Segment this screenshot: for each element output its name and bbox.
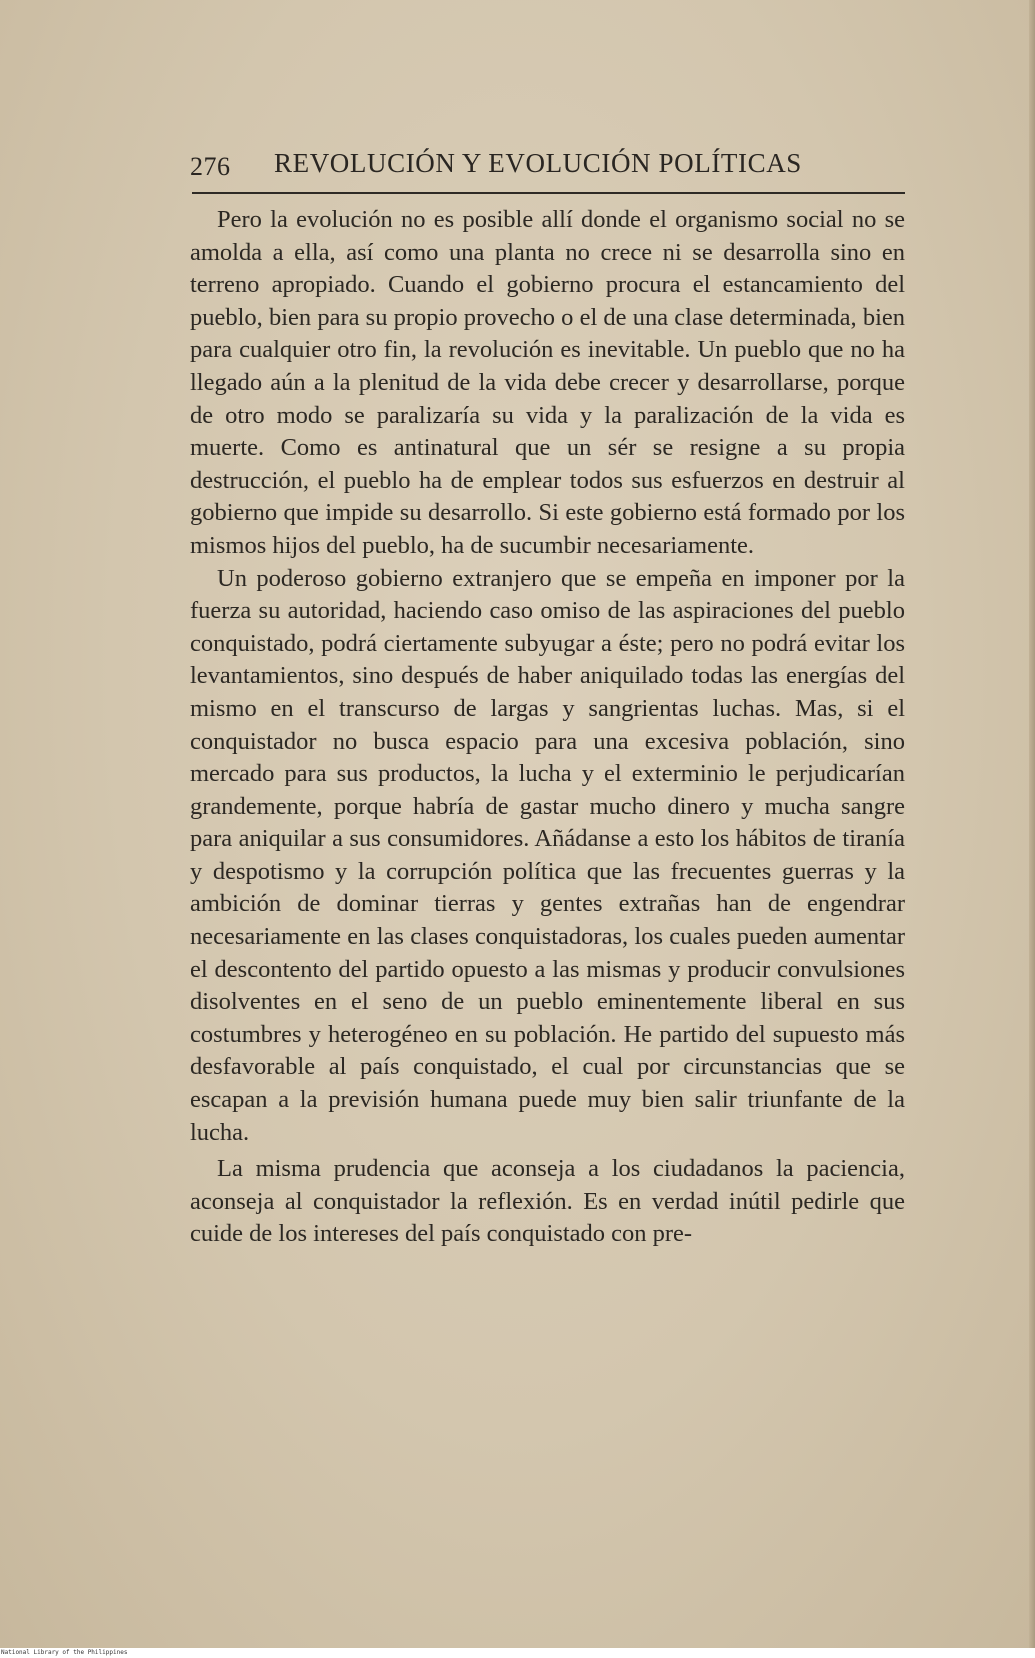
page-edge <box>1029 0 1035 1648</box>
page-number: 276 <box>190 152 231 181</box>
footer-credit: National Library of the Philippines <box>1 1649 128 1656</box>
paragraph: Pero la evolución no es posible allí donde el organismo social no se amolda a ella, así como una planta no crece ni se desarrolla sino en terreno apropiado. Cuando el gobierno procura el estancamiento del pueblo, bien para su propio provecho o el de una clase determinada, bien para cualquier otro fin, la revolución es inevitable. Un pueblo que no ha llegado aún a la plenitud de la vida debe crecer y desarrollarse, porque de otro modo se paralizaría su vida y la paralización de la vida es muerte. Como es antinatural que un sér se resigne a su propia destrucción, el pueblo ha de emplear todos sus esfuerzos en destruir al gobierno que impide su desarrollo. Si este gobierno está formado por los mismos hijos del pueblo, ha de sucumbir necesariamente. <box>190 206 905 559</box>
running-title: REVOLUCIÓN Y EVOLUCIÓN POLÍTICAS <box>274 148 802 178</box>
footer-bar <box>0 1648 1035 1658</box>
page-header <box>190 148 905 188</box>
header-rule <box>192 192 905 194</box>
body-text <box>190 204 905 1251</box>
paragraph: Un poderoso gobierno extranjero que se empeña en imponer por la fuerza su autoridad, haciendo caso omiso de las aspiraciones del pueblo conquistado, podrá ciertamente subyugar a éste; pero no podrá evitar los levantamientos, sino después de haber aniquilado todas las energías del mismo en el transcurso de largas y sangrientas luchas. Mas, si el conquistador no busca espacio para una excesiva población, sino mercado para sus productos, la lucha y el exterminio le perjudicarían grandemente, porque habría de gastar mucho dinero y mucha sangre para aniquilar a sus consumidores. Añádanse a esto los hábitos de tiranía y despotismo y la corrupción política que las frecuentes guerras y la ambición de dominar tierras y gentes extrañas han de engendrar necesariamente en las clases conquistadoras, los cuales pueden aumentar el descontento del partido opuesto a las mismas y producir convulsiones disolventes en el seno de un pueblo eminentemente liberal en sus costumbres y heterogéneo en su población. He partido del supuesto más desfavorable al país conquistado, el cual por circunstancias que se escapan a la previsión humana puede muy bien salir triunfante de la lucha. <box>190 564 905 1146</box>
paragraph: La misma prudencia que aconseja a los ciudadanos la paciencia, aconseja al conquistador la reflexión. Es en verdad inútil pedirle que cuide de los intereses del país conquistado con pre- <box>190 1155 905 1248</box>
